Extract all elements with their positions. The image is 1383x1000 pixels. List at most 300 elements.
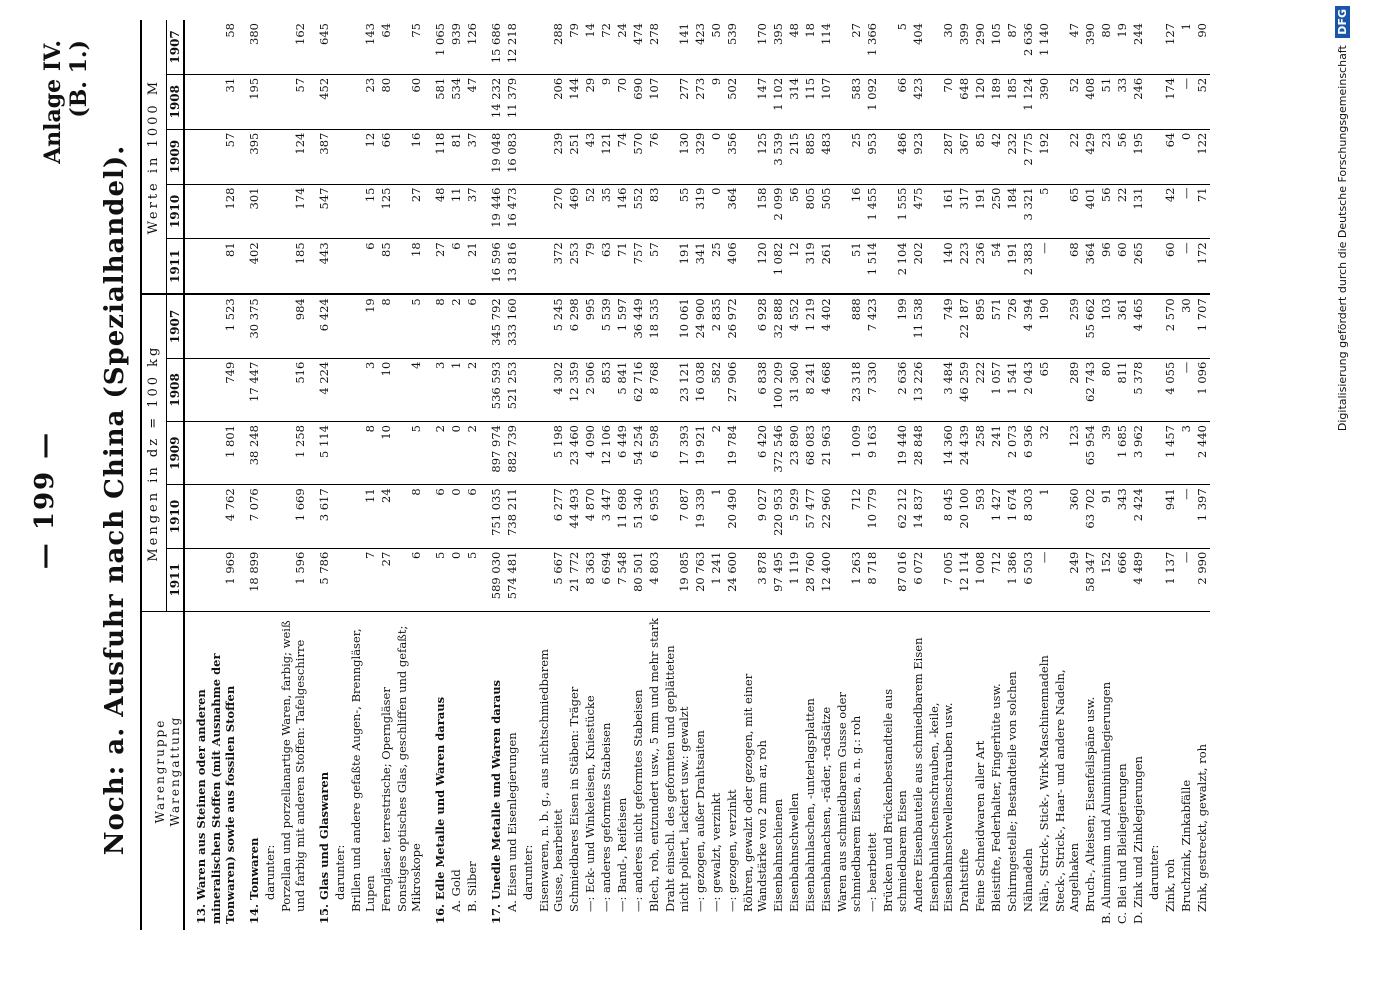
quantity-cell: 22 187	[956, 294, 972, 358]
row-label: —: gewalzt, verzinkt	[708, 792, 723, 912]
value-cell: 404	[910, 20, 926, 74]
value-cell: 60	[1162, 239, 1178, 294]
value-cell: 273	[692, 74, 708, 129]
row-label: Bleistifte, Federhalter, Fingerhüte usw.	[989, 683, 1004, 912]
quantity-cell: 536 593	[480, 358, 504, 421]
quantity-year-header: 1911	[166, 548, 184, 611]
quantity-cell: 80	[1098, 358, 1114, 421]
quantity-cell: 1 219	[802, 294, 818, 358]
quantity-cell: 2 424	[1130, 485, 1146, 548]
value-cell: 0	[708, 129, 724, 184]
quantity-cell: 65	[1036, 358, 1052, 421]
quantity-cell: 2 990	[1194, 548, 1210, 611]
value-cell: 401	[1082, 184, 1098, 239]
value-cell: 202	[910, 239, 926, 294]
value-cell: 6	[348, 239, 378, 294]
quantity-cell: 32	[1036, 422, 1052, 485]
row-label: Ferngläser, terrestrische; Operngläser	[378, 687, 393, 912]
quantity-cell: 1 258	[278, 422, 308, 485]
value-cell: 16	[834, 184, 864, 239]
value-cell: 195	[1130, 129, 1146, 184]
value-cell: 11 379	[504, 74, 520, 129]
value-cell: 12	[786, 239, 802, 294]
value-cell: 270	[536, 184, 566, 239]
quantity-cell: 1 386	[1004, 548, 1020, 611]
table-row	[278, 20, 308, 930]
row-label: Röhren, gewalzt oder gezogen, mit einer Wandstärke von 2 mm ar, roh	[741, 673, 770, 912]
page-number: — 199 —	[30, 430, 60, 570]
quantity-cell: 16 038	[692, 358, 708, 421]
quantity-cell: 2	[448, 294, 464, 358]
quantity-cell: 21 963	[818, 422, 834, 485]
quantity-cell: 853	[598, 358, 614, 421]
quantity-cell: 24 439	[956, 422, 972, 485]
value-cell	[332, 239, 348, 294]
quantity-cell: 14 837	[910, 485, 926, 548]
value-cell: 42	[988, 129, 1004, 184]
table-row	[740, 20, 770, 930]
value-cell: 170	[740, 20, 770, 74]
appendix-label-line2: (B. 1.)	[66, 40, 93, 118]
quantity-cell: 8 303	[1020, 485, 1036, 548]
value-cell: 16	[394, 129, 424, 184]
quantity-cell: 712	[988, 548, 1004, 611]
quantity-cell: 19 440	[880, 422, 910, 485]
value-cell: 58	[184, 20, 237, 74]
quantity-cell: 521 253	[504, 358, 520, 421]
quantity-cell	[332, 485, 348, 548]
quantity-cell: 6 936	[1020, 422, 1036, 485]
quantity-cell: 4 552	[786, 294, 802, 358]
value-cell: 3 539	[770, 129, 786, 184]
value-cell: 13 816	[504, 239, 520, 294]
value-cell	[332, 129, 348, 184]
value-cell: 191	[972, 184, 988, 239]
quantity-cell: 3	[348, 358, 378, 421]
quantity-cell: 333 160	[504, 294, 520, 358]
quantity-cell: 2	[464, 358, 480, 421]
quantity-cell: 2 073	[1004, 422, 1020, 485]
table-row	[378, 20, 394, 930]
table-row	[1146, 20, 1162, 930]
value-cell: —	[1036, 239, 1052, 294]
value-cell: 1 092	[864, 74, 880, 129]
quantity-cell: 6 838	[740, 358, 770, 421]
quantity-cell: 984	[278, 294, 308, 358]
quantity-cell: 1	[448, 358, 464, 421]
quantity-cell: 582	[708, 358, 724, 421]
table-row	[880, 20, 910, 930]
value-cell: 23	[1098, 129, 1114, 184]
quantity-cell: 23 121	[662, 358, 692, 421]
quantity-cell	[1146, 485, 1162, 548]
value-cell: 185	[1004, 74, 1020, 129]
quantity-cell: 28 760	[802, 548, 818, 611]
table-row	[662, 20, 692, 930]
quantity-cell: 7 005	[926, 548, 956, 611]
value-cell: 406	[724, 239, 740, 294]
quantity-cell: 3 962	[1130, 422, 1146, 485]
quantity-cell: 3 878	[740, 548, 770, 611]
row-label: 13. Waren aus Steinen oder anderen mineralischen Stoffen (mit Ausnahme der Tonwaren) sowie aus fossilen Stoffen	[194, 653, 237, 924]
value-cell: 5	[1036, 184, 1052, 239]
value-cell: 1 140	[1036, 20, 1052, 74]
value-cell: 83	[646, 184, 662, 239]
value-cell: 161	[926, 184, 956, 239]
value-year-header: 1909	[166, 129, 184, 184]
value-cell: 341	[692, 239, 708, 294]
quantity-cell: 6 598	[646, 422, 662, 485]
quantity-cell: 666	[1114, 548, 1130, 611]
value-cell: 29	[582, 74, 598, 129]
quantity-cell: 28 848	[910, 422, 926, 485]
value-cell: 52	[1052, 74, 1082, 129]
category-header-type: Warengattung	[167, 715, 182, 827]
value-cell: 9	[598, 74, 614, 129]
value-cell: 25	[708, 239, 724, 294]
quantity-cell: 1 669	[278, 485, 308, 548]
value-cell: 246	[1130, 74, 1146, 129]
value-cell: 68	[1052, 239, 1082, 294]
quantity-cell: 2	[424, 422, 448, 485]
row-label: Feine Schneidwaren aller Art	[973, 740, 988, 912]
quantity-cell: 4 090	[582, 422, 598, 485]
value-cell: 47	[1052, 20, 1082, 74]
quantity-cell: 4 489	[1130, 548, 1146, 611]
value-group-header: Werte in 1000 M	[141, 20, 166, 294]
row-label: Sonstiges optisches Glas, geschliffen und gefaßt; Mikroskope	[394, 625, 423, 912]
value-cell: 55	[662, 184, 692, 239]
quantity-cell: 1 674	[1004, 485, 1020, 548]
value-cell: 57	[184, 129, 237, 184]
value-cell: 51	[1098, 74, 1114, 129]
table-row	[708, 20, 724, 930]
value-cell: 19	[1114, 20, 1130, 74]
quantity-cell: 57 477	[802, 485, 818, 548]
table-row	[504, 20, 520, 930]
quantity-cell: 12 106	[598, 422, 614, 485]
quantity-cell: 4 465	[1130, 294, 1146, 358]
value-cell: 1 514	[864, 239, 880, 294]
value-cell: 387	[308, 129, 332, 184]
value-cell: 80	[378, 74, 394, 129]
value-cell: 16 083	[504, 129, 520, 184]
value-cell: 1 455	[864, 184, 880, 239]
value-cell: 423	[692, 20, 708, 74]
quantity-cell: 19	[348, 294, 378, 358]
value-cell: 122	[1194, 129, 1210, 184]
quantity-cell: 5	[464, 548, 480, 611]
value-cell: 33	[1114, 74, 1130, 129]
quantity-cell: 24 600	[724, 548, 740, 611]
value-cell: 191	[1004, 239, 1020, 294]
value-cell: 11	[448, 184, 464, 239]
page-title: Noch: a. Ausfuhr nach China (Spezialhandel).	[100, 144, 130, 856]
value-cell: 63	[598, 239, 614, 294]
value-cell: 14	[582, 20, 598, 74]
value-cell: 195	[238, 74, 262, 129]
table-row	[1162, 20, 1178, 930]
quantity-cell: 811	[1114, 358, 1130, 421]
value-cell	[520, 184, 536, 239]
row-label: A. Gold	[448, 869, 463, 912]
value-cell: 81	[184, 239, 237, 294]
value-cell: 80	[1098, 20, 1114, 74]
value-cell	[332, 74, 348, 129]
value-cell	[1146, 20, 1162, 74]
quantity-cell: 372 546	[770, 422, 786, 485]
quantity-cell: 2	[464, 422, 480, 485]
row-label: Nähnadeln	[1021, 848, 1036, 912]
value-cell: 31	[184, 74, 237, 129]
value-cell: 18	[802, 20, 818, 74]
value-cell	[520, 20, 536, 74]
value-cell: 2 104	[880, 239, 910, 294]
quantity-cell: 62 212	[880, 485, 910, 548]
quantity-cell: 30	[1178, 294, 1194, 358]
value-cell: 483	[818, 129, 834, 184]
table-row	[520, 20, 536, 930]
value-cell: 885	[802, 129, 818, 184]
quantity-cell: 30 375	[238, 294, 262, 358]
quantity-cell: 39	[1098, 422, 1114, 485]
quantity-cell: 31 360	[786, 358, 802, 421]
value-cell: 70	[614, 74, 630, 129]
table-row	[480, 20, 504, 930]
quantity-cell: 18 535	[646, 294, 662, 358]
quantity-year-header: 1907	[166, 294, 184, 358]
row-label: Bruchzink, Zinkabfälle	[1179, 779, 1194, 912]
quantity-cell: 24	[378, 485, 394, 548]
table-row	[1194, 20, 1210, 930]
quantity-cell: 17 447	[238, 358, 262, 421]
value-cell: 79	[582, 239, 598, 294]
value-cell: 50	[708, 20, 724, 74]
value-cell: 130	[662, 129, 692, 184]
value-cell: 158	[740, 184, 770, 239]
quantity-cell: —	[1178, 485, 1194, 548]
quantity-cell: 7 087	[662, 485, 692, 548]
quantity-cell: 4 224	[308, 358, 332, 421]
table-row	[262, 20, 278, 930]
quantity-cell	[1146, 358, 1162, 421]
value-cell: 174	[278, 184, 308, 239]
quantity-cell: 8 768	[646, 358, 662, 421]
quantity-cell: 941	[1162, 485, 1178, 548]
quantity-cell: 589 030	[480, 548, 504, 611]
quantity-cell: 20 763	[692, 548, 708, 611]
quantity-cell: 2 506	[582, 358, 598, 421]
value-cell: 474	[630, 20, 646, 74]
value-cell: —	[1178, 239, 1194, 294]
value-cell: 244	[1130, 20, 1146, 74]
value-cell	[1146, 74, 1162, 129]
quantity-cell: 726	[1004, 294, 1020, 358]
value-cell: 172	[1194, 239, 1210, 294]
quantity-cell: 8 241	[802, 358, 818, 421]
value-cell: 96	[1098, 239, 1114, 294]
value-cell: 18	[394, 239, 424, 294]
value-cell: 939	[448, 20, 464, 74]
value-cell: 390	[1036, 74, 1052, 129]
value-cell	[1146, 129, 1162, 184]
quantity-cell: 1 008	[972, 548, 988, 611]
table-row	[348, 20, 378, 930]
quantity-cell: 6 420	[740, 422, 770, 485]
quantity-cell: 2 570	[1162, 294, 1178, 358]
value-cell: 90	[1194, 20, 1210, 74]
value-cell: 174	[1162, 74, 1178, 129]
value-cell	[332, 20, 348, 74]
quantity-cell: 5 841	[614, 358, 630, 421]
row-label: Eisenwaren, n. b. g., aus nichtschmiedbarem Gusse, bearbeitet	[536, 649, 565, 912]
quantity-cell	[262, 358, 278, 421]
row-label: Schmiedbares Eisen in Stäben: Träger	[566, 686, 581, 912]
value-cell: 27	[834, 20, 864, 74]
quantity-cell: 6	[394, 548, 424, 611]
value-cell: 329	[692, 129, 708, 184]
table-row	[1004, 20, 1020, 930]
value-cell: 60	[1114, 239, 1130, 294]
value-cell: 1	[1178, 20, 1194, 74]
quantity-cell: 9 163	[864, 422, 880, 485]
value-cell: 443	[308, 239, 332, 294]
value-cell: 278	[646, 20, 662, 74]
quantity-cell	[520, 358, 536, 421]
value-cell: 581	[424, 74, 448, 129]
value-cell	[1146, 239, 1162, 294]
quantity-cell	[332, 358, 348, 421]
quantity-cell: 241	[988, 422, 1004, 485]
value-cell: 364	[724, 184, 740, 239]
row-label: darunter:	[1147, 844, 1162, 900]
quantity-cell: 222	[972, 358, 988, 421]
value-cell: 25	[834, 129, 864, 184]
quantity-cell	[332, 548, 348, 611]
table-row	[864, 20, 880, 930]
quantity-cell: —	[1178, 548, 1194, 611]
quantity-cell: 1 685	[1114, 422, 1130, 485]
quantity-cell: 3 447	[598, 485, 614, 548]
table-row	[536, 20, 566, 930]
quantity-group-header: Mengen in dz = 100 kg	[141, 294, 166, 611]
quantity-cell: 5	[394, 422, 424, 485]
quantity-cell: 8	[394, 485, 424, 548]
table-row	[770, 20, 786, 930]
value-cell: 15 686	[480, 20, 504, 74]
quantity-cell: 20 100	[956, 485, 972, 548]
quantity-cell: 18 899	[238, 548, 262, 611]
value-cell: 140	[926, 239, 956, 294]
quantity-year-header: 1909	[166, 422, 184, 485]
quantity-cell	[332, 294, 348, 358]
quantity-cell: 571	[988, 294, 1004, 358]
value-cell: 757	[630, 239, 646, 294]
quantity-cell: 259	[1052, 294, 1082, 358]
value-cell: 70	[926, 74, 956, 129]
quantity-cell: 55 662	[1082, 294, 1098, 358]
value-cell: 14 232	[480, 74, 504, 129]
quantity-cell: 123	[1052, 422, 1082, 485]
table-row	[692, 20, 708, 930]
value-cell: 71	[1194, 184, 1210, 239]
quantity-cell: 11 698	[614, 485, 630, 548]
quantity-cell: 6 694	[598, 548, 614, 611]
row-label: Eisenbahnschienen	[771, 798, 786, 912]
quantity-cell: 4 402	[818, 294, 834, 358]
quantity-cell: 5 378	[1130, 358, 1146, 421]
quantity-cell: 26 972	[724, 294, 740, 358]
value-cell: 265	[1130, 239, 1146, 294]
quantity-cell: 7 548	[614, 548, 630, 611]
row-label: Schirmgestelle; Bestandteile von solchen	[1005, 671, 1020, 912]
quantity-year-header: 1908	[166, 358, 184, 421]
quantity-cell	[520, 485, 536, 548]
value-cell: 408	[1082, 74, 1098, 129]
row-label: C. Blei und Bleilegierungen	[1115, 763, 1130, 924]
quantity-cell	[332, 422, 348, 485]
value-cell: 74	[614, 129, 630, 184]
value-cell: 47	[464, 74, 480, 129]
quantity-cell: 0	[448, 422, 464, 485]
quantity-cell: 38 248	[238, 422, 262, 485]
table-row	[1020, 20, 1036, 930]
row-label: darunter:	[520, 844, 535, 900]
row-label: 14. Tonwaren	[246, 837, 261, 924]
table-row	[424, 20, 448, 930]
digitization-note	[1335, 6, 1350, 431]
quantity-cell: 3	[424, 358, 448, 421]
row-label: Waren aus schmiedbarem Gusse oder schmiedbarem Eisen, a. n. g.: roh	[835, 692, 864, 912]
value-cell: 65	[1052, 184, 1082, 239]
quantity-cell	[262, 485, 278, 548]
value-cell: 107	[818, 74, 834, 129]
value-cell: 645	[308, 20, 332, 74]
quantity-cell: 361	[1114, 294, 1130, 358]
row-label: B. Silber	[464, 861, 479, 912]
row-label: Blech, roh, entzundert usw., 5 mm und mehr stark	[646, 617, 661, 912]
category-header	[141, 612, 184, 931]
quantity-cell: 9 027	[740, 485, 770, 548]
value-cell: 251	[566, 129, 582, 184]
quantity-cell	[1146, 294, 1162, 358]
quantity-cell: 63 702	[1082, 485, 1098, 548]
row-label: Steck-, Strick-, Haar- und andere Nadeln, Angelhaken	[1053, 669, 1082, 912]
value-cell: 570	[630, 129, 646, 184]
value-cell: 288	[536, 20, 566, 74]
quantity-cell: 11	[348, 485, 378, 548]
value-cell	[262, 184, 278, 239]
value-cell: 547	[308, 184, 332, 239]
value-cell: 51	[834, 239, 864, 294]
row-label: —: Eck- und Winkeleisen, Kniestücke	[582, 695, 597, 912]
value-cell	[262, 239, 278, 294]
value-cell: 475	[910, 184, 926, 239]
quantity-cell: 897 974	[480, 422, 504, 485]
quantity-cell: 574 481	[504, 548, 520, 611]
value-cell: 184	[1004, 184, 1020, 239]
value-cell: 395	[770, 20, 786, 74]
quantity-cell: 6 072	[910, 548, 926, 611]
value-cell	[1146, 184, 1162, 239]
value-cell: 287	[926, 129, 956, 184]
value-cell: 22	[1052, 129, 1082, 184]
value-cell: 15	[348, 184, 378, 239]
quantity-cell: 51 340	[630, 485, 646, 548]
value-cell: 48	[424, 184, 448, 239]
value-cell: 452	[308, 74, 332, 129]
quantity-cell: 5 539	[598, 294, 614, 358]
